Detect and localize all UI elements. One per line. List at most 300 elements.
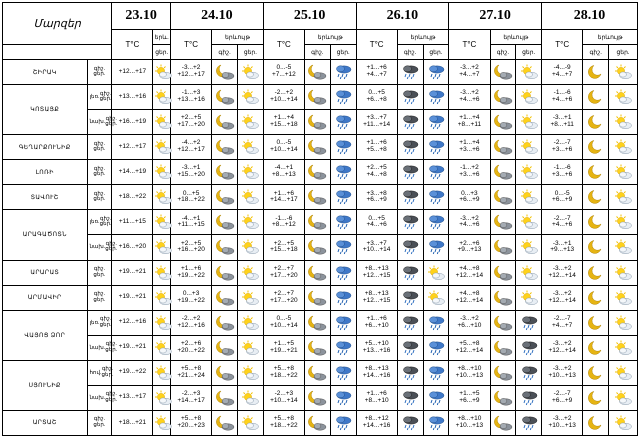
period-labels bbox=[87, 285, 112, 310]
region-row bbox=[3, 235, 638, 260]
rain-icon bbox=[423, 160, 449, 185]
temp-night: +8...+13 bbox=[364, 364, 389, 372]
temp-cell bbox=[449, 60, 490, 85]
temp-day: +13...+16 bbox=[362, 346, 391, 354]
period-night: գիշ. bbox=[105, 115, 117, 122]
temp-day: +12...+17 bbox=[177, 146, 205, 154]
sun-cloud-icon bbox=[237, 235, 263, 260]
rain-icon bbox=[423, 210, 449, 235]
rain-icon bbox=[330, 385, 356, 410]
rain-icon bbox=[330, 160, 356, 185]
temp-cell bbox=[171, 210, 212, 235]
temp-night: +3...+7 bbox=[366, 114, 387, 122]
sun-cloud-icon bbox=[516, 260, 542, 285]
temp-night: -4...-9 bbox=[553, 64, 571, 72]
temp-column-header: T°C bbox=[171, 30, 212, 60]
temp-night: -2...-7 bbox=[553, 390, 571, 398]
temp-day: +10...+14 bbox=[270, 96, 298, 104]
temp-night: +4...+8 bbox=[459, 289, 480, 297]
dark-rain-icon bbox=[397, 60, 423, 85]
temp-night: -3...+1 bbox=[552, 239, 572, 247]
temp-day: +11...+15 bbox=[118, 218, 146, 225]
sun-cloud-icon bbox=[609, 235, 638, 260]
temp-day: +10...+14 bbox=[270, 396, 298, 404]
temp-cell bbox=[112, 185, 153, 210]
moon-cloud-icon bbox=[490, 360, 516, 385]
temp-night: 0...+3 bbox=[182, 289, 200, 297]
region-row bbox=[3, 385, 638, 410]
temp-day: +3...+6 bbox=[459, 171, 480, 179]
rain-icon bbox=[330, 335, 356, 360]
sun-cloud-icon bbox=[609, 160, 638, 185]
temp-day: +4...+7 bbox=[552, 321, 573, 329]
sun-cloud-icon bbox=[237, 110, 263, 135]
rain-icon bbox=[423, 110, 449, 135]
date-header: 28.10 bbox=[542, 3, 638, 30]
sun-cloud-icon bbox=[153, 160, 171, 185]
temp-day: +10...+13 bbox=[455, 421, 484, 429]
sun-cloud-icon bbox=[153, 110, 171, 135]
temp-cell bbox=[171, 235, 212, 260]
rain-icon bbox=[330, 210, 356, 235]
date-header: 25.10 bbox=[263, 3, 356, 30]
period-day: ցեր. bbox=[105, 121, 118, 128]
temp-day: +12...+16 bbox=[118, 318, 147, 326]
sun-cloud-icon bbox=[237, 85, 263, 110]
temp-night: 0...-5 bbox=[276, 314, 292, 322]
sun-cloud-icon bbox=[609, 60, 638, 85]
period-labels bbox=[87, 310, 112, 335]
moon-cloud-icon bbox=[212, 60, 238, 85]
temp-cell bbox=[171, 385, 212, 410]
temp-night: +1...+4 bbox=[459, 114, 480, 122]
period-day: ցեր. bbox=[93, 196, 106, 203]
temp-night: -1...-6 bbox=[553, 164, 571, 172]
temp-day: +8...+10 bbox=[364, 396, 389, 404]
temp-night: +5...+8 bbox=[180, 415, 202, 423]
temp-cell bbox=[263, 385, 304, 410]
moon-icon bbox=[583, 160, 609, 185]
temp-day: +4...+6 bbox=[552, 221, 573, 229]
temp-column-header: T°C bbox=[112, 30, 153, 60]
sub-area-label: նախ. bbox=[89, 244, 106, 251]
temp-night: +4...+8 bbox=[459, 264, 480, 272]
temp-night: +5...+8 bbox=[273, 364, 294, 372]
temp-day: +4...+7 bbox=[366, 71, 387, 79]
temp-cell bbox=[542, 160, 583, 185]
temp-day: +19...+22 bbox=[118, 368, 147, 376]
temp-night: +8...+13 bbox=[364, 264, 389, 272]
date-header: 24.10 bbox=[171, 3, 264, 30]
sub-area-block bbox=[88, 367, 112, 378]
period-day: ցեր. bbox=[99, 221, 112, 228]
phenomenon-column-header: երևույթ bbox=[397, 30, 449, 45]
period-day: ցեր. bbox=[93, 271, 106, 278]
rain-icon bbox=[330, 110, 356, 135]
moon-cloud-icon bbox=[490, 110, 516, 135]
temp-cell bbox=[449, 235, 490, 260]
sub-area-block bbox=[88, 317, 112, 328]
moon-cloud-icon bbox=[212, 235, 238, 260]
region-name: ԿՈՏԱՅՔ bbox=[3, 85, 88, 135]
temp-night: +3...+8 bbox=[366, 189, 387, 197]
moon-cloud-icon bbox=[304, 260, 330, 285]
temp-cell bbox=[171, 360, 212, 385]
temp-cell bbox=[263, 235, 304, 260]
temp-night: +8...+13 bbox=[364, 289, 389, 297]
sun-cloud-icon bbox=[153, 360, 171, 385]
dark-rain-icon bbox=[516, 310, 542, 335]
temp-column-header: T°C bbox=[449, 30, 490, 60]
period-night: գիշ. bbox=[93, 416, 106, 423]
moon-cloud-icon bbox=[490, 235, 516, 260]
moon-cloud-icon bbox=[212, 410, 238, 435]
dark-rain-icon bbox=[397, 160, 423, 185]
period-day: ցեր. bbox=[93, 421, 106, 428]
region-name: ԱՐԱՐԱՏ bbox=[3, 260, 88, 285]
temp-cell bbox=[449, 110, 490, 135]
moon-icon bbox=[583, 60, 609, 85]
temp-day: +11...+15 bbox=[177, 221, 205, 229]
period-stack bbox=[105, 117, 117, 128]
temp-night: +1...+5 bbox=[459, 390, 480, 398]
rain-icon bbox=[423, 410, 449, 435]
dark-rain-icon bbox=[516, 360, 542, 385]
temp-cell bbox=[171, 285, 212, 310]
moon-cloud-icon bbox=[490, 335, 516, 360]
rain-icon bbox=[330, 135, 356, 160]
temp-cell bbox=[356, 210, 397, 235]
sun-cloud-icon bbox=[609, 110, 638, 135]
region-name: ԳԵՂԱՐՔՈՒՆԻՔ bbox=[3, 135, 88, 160]
temp-night: -4...+2 bbox=[181, 139, 201, 147]
temp-cell bbox=[356, 335, 397, 360]
temp-night: +2...+7 bbox=[273, 264, 294, 272]
sun-cloud-icon bbox=[516, 235, 542, 260]
temp-day: +6...+9 bbox=[366, 196, 387, 204]
temp-day: +15...+18 bbox=[270, 246, 298, 254]
temp-night: -2...+2 bbox=[181, 314, 201, 322]
temp-day: +7...+12 bbox=[271, 71, 296, 79]
temp-night: +1...+6 bbox=[366, 139, 387, 147]
temp-day: +18...+22 bbox=[270, 421, 298, 429]
region-row bbox=[3, 210, 638, 235]
temp-night: -4...+1 bbox=[181, 214, 201, 222]
sun-cloud-icon bbox=[516, 60, 542, 85]
temp-day: +12...+14 bbox=[455, 296, 484, 304]
period-header-night: գիշ. bbox=[304, 45, 330, 60]
moon-cloud-icon bbox=[304, 335, 330, 360]
temp-day: +4...+6 bbox=[366, 221, 387, 229]
dark-rain-icon bbox=[397, 135, 423, 160]
temp-night: -1...-6 bbox=[275, 214, 293, 222]
sun-cloud-icon bbox=[237, 260, 263, 285]
temp-night: +2...+5 bbox=[273, 239, 294, 247]
moon-cloud-icon bbox=[212, 135, 238, 160]
temp-day: +16...+20 bbox=[118, 243, 147, 251]
temp-night: -4...+1 bbox=[274, 164, 294, 172]
temp-cell bbox=[112, 235, 153, 260]
period-header-night: գիշ. bbox=[397, 45, 423, 60]
period-day: ցեր. bbox=[99, 321, 112, 328]
period-stack bbox=[102, 367, 114, 378]
period-labels bbox=[87, 85, 112, 110]
sun-cloud-icon bbox=[237, 385, 263, 410]
period-night: գիշ. bbox=[105, 240, 117, 247]
temp-day: +6...+9 bbox=[459, 396, 480, 404]
temp-cell bbox=[263, 360, 304, 385]
moon-cloud-icon bbox=[490, 285, 516, 310]
sun-cloud-icon bbox=[516, 135, 542, 160]
temp-day: +4...+7 bbox=[552, 71, 573, 79]
temp-day: +16...+19 bbox=[118, 117, 147, 125]
moon-cloud-icon bbox=[212, 360, 238, 385]
region-name: ԱՐԱԳԱԾՈՏՆ bbox=[3, 210, 88, 260]
temp-cell bbox=[112, 335, 153, 360]
temp-cell bbox=[449, 285, 490, 310]
region-name: ՎԱՅՈՑ ՁՈՐ bbox=[3, 310, 88, 360]
period-night: գիշ. bbox=[99, 215, 112, 222]
temp-day: +14...+16 bbox=[362, 371, 391, 379]
temp-cell bbox=[171, 260, 212, 285]
temp-night: -3...+2 bbox=[552, 415, 572, 423]
temp-day: +12...+14 bbox=[455, 271, 484, 279]
sun-cloud-icon bbox=[609, 285, 638, 310]
temp-day: +10...+14 bbox=[270, 146, 298, 154]
temp-night: -2...-7 bbox=[553, 139, 571, 147]
sun-cloud-icon bbox=[516, 110, 542, 135]
date-header: 26.10 bbox=[356, 3, 449, 30]
period-stack bbox=[88, 167, 112, 178]
temp-cell bbox=[449, 260, 490, 285]
temp-cell bbox=[356, 285, 397, 310]
moon-cloud-icon bbox=[304, 235, 330, 260]
dark-rain-icon bbox=[397, 385, 423, 410]
temp-night: +8...+10 bbox=[457, 364, 482, 372]
period-night: գիշ. bbox=[105, 391, 117, 398]
temp-day: +13...+17 bbox=[118, 393, 147, 401]
temp-cell bbox=[171, 135, 212, 160]
temp-cell bbox=[449, 135, 490, 160]
temp-day: +14...+19 bbox=[118, 167, 147, 175]
temp-cell bbox=[542, 285, 583, 310]
temp-night: +8...+10 bbox=[457, 415, 482, 423]
temp-day: +10...+13 bbox=[548, 421, 576, 429]
temp-cell bbox=[263, 260, 304, 285]
temp-night: +1...+6 bbox=[366, 314, 387, 322]
rain-icon bbox=[423, 335, 449, 360]
period-labels bbox=[87, 185, 112, 210]
moon-cloud-icon bbox=[212, 210, 238, 235]
temp-day: +11...+14 bbox=[363, 121, 391, 129]
period-header-day: ցեր. bbox=[153, 45, 171, 60]
sun-cloud-icon bbox=[516, 210, 542, 235]
temp-cell bbox=[263, 185, 304, 210]
dark-rain-icon bbox=[516, 385, 542, 410]
sun-cloud-icon bbox=[237, 60, 263, 85]
temp-day: +18...+22 bbox=[177, 196, 205, 204]
period-night: գիշ. bbox=[99, 316, 112, 323]
temp-cell bbox=[356, 235, 397, 260]
sun-cloud-icon bbox=[153, 235, 171, 260]
sun-cloud-icon bbox=[609, 210, 638, 235]
moon-cloud-icon bbox=[304, 185, 330, 210]
temp-cell bbox=[356, 160, 397, 185]
sun-cloud-icon bbox=[237, 210, 263, 235]
temp-night: -3...+2 bbox=[552, 339, 572, 347]
sub-area-label: լեռ. bbox=[89, 94, 100, 101]
dark-rain-icon bbox=[397, 285, 423, 310]
temp-cell bbox=[449, 360, 490, 385]
region-name: ՏԱՎՈՒՇ bbox=[3, 185, 88, 210]
temp-night: 0...-5 bbox=[276, 64, 292, 72]
rain-icon bbox=[423, 60, 449, 85]
sub-area-block bbox=[88, 217, 112, 228]
temp-night: -3...+1 bbox=[552, 114, 572, 122]
temp-cell bbox=[171, 160, 212, 185]
sub-area-label: հով. bbox=[89, 369, 102, 376]
region-row bbox=[3, 85, 638, 110]
temp-day: +13...+16 bbox=[177, 96, 205, 104]
temp-night: -2...+3 bbox=[274, 390, 294, 398]
temp-night: 0...+5 bbox=[182, 189, 200, 197]
moon-cloud-icon bbox=[212, 335, 238, 360]
temp-cell bbox=[449, 85, 490, 110]
sun-cloud-icon bbox=[237, 335, 263, 360]
temp-night: +2...+6 bbox=[180, 339, 202, 347]
period-day: ցեր. bbox=[101, 371, 114, 378]
period-header-day: ցեր. bbox=[330, 45, 356, 60]
period-labels bbox=[87, 410, 112, 435]
region-row bbox=[3, 160, 638, 185]
temp-column-header: T°C bbox=[356, 30, 397, 60]
temp-day: +6...+10 bbox=[457, 321, 482, 329]
temp-cell bbox=[171, 335, 212, 360]
sub-area-label: լեռ. bbox=[89, 219, 100, 226]
temp-day: +6...+9 bbox=[552, 196, 573, 204]
temp-day: +8...+11 bbox=[457, 121, 482, 129]
temp-cell bbox=[112, 310, 153, 335]
sun-cloud-icon bbox=[516, 160, 542, 185]
temp-night: +5...+8 bbox=[273, 415, 294, 423]
sub-area-label: նախ. bbox=[89, 119, 106, 126]
sun-cloud-icon bbox=[609, 410, 638, 435]
period-stack bbox=[100, 317, 112, 328]
temp-night: +1...+4 bbox=[459, 139, 480, 147]
period-header-night: գիշ. bbox=[490, 45, 516, 60]
period-day: ցեր. bbox=[93, 71, 106, 78]
header-dates-row bbox=[3, 3, 638, 30]
moon-cloud-icon bbox=[304, 285, 330, 310]
sun-cloud-icon bbox=[153, 60, 171, 85]
moon-cloud-icon bbox=[490, 385, 516, 410]
moon-cloud-icon bbox=[490, 135, 516, 160]
moon-icon bbox=[583, 285, 609, 310]
moon-cloud-icon bbox=[304, 210, 330, 235]
temp-night: 0...+5 bbox=[368, 214, 385, 222]
temp-cell bbox=[171, 60, 212, 85]
temp-cell bbox=[112, 160, 153, 185]
region-row bbox=[3, 135, 638, 160]
temp-cell bbox=[171, 110, 212, 135]
phenomenon-column-header: երևույթ bbox=[212, 30, 264, 45]
period-header-night: գիշ. bbox=[583, 45, 609, 60]
temp-cell bbox=[449, 160, 490, 185]
sun-cloud-icon bbox=[516, 185, 542, 210]
temp-day: +12...+14 bbox=[548, 346, 576, 354]
temp-day: +15...+20 bbox=[177, 171, 205, 179]
temp-day: +12...+16 bbox=[177, 321, 205, 329]
temp-cell bbox=[171, 85, 212, 110]
region-row bbox=[3, 310, 638, 335]
moon-cloud-icon bbox=[212, 285, 238, 310]
moon-cloud-icon bbox=[490, 85, 516, 110]
temp-cell bbox=[542, 210, 583, 235]
temp-cell bbox=[263, 285, 304, 310]
temp-cell bbox=[356, 185, 397, 210]
moon-cloud-icon bbox=[490, 260, 516, 285]
moon-cloud-icon bbox=[490, 60, 516, 85]
rain-icon bbox=[423, 85, 449, 110]
region-row bbox=[3, 110, 638, 135]
region-row bbox=[3, 60, 638, 85]
moon-cloud-icon bbox=[490, 310, 516, 335]
sun-cloud-icon bbox=[153, 260, 171, 285]
region-name: ԱՐՏԱՇ bbox=[3, 410, 88, 435]
temp-day: +12...+15 bbox=[362, 271, 391, 279]
region-row bbox=[3, 335, 638, 360]
temp-night: +2...+5 bbox=[180, 114, 202, 122]
period-header-day: ցեր. bbox=[237, 45, 263, 60]
temp-night: 0...-5 bbox=[554, 189, 570, 197]
rain-icon bbox=[423, 135, 449, 160]
temp-night: 0...+3 bbox=[461, 189, 478, 197]
rain-icon bbox=[330, 360, 356, 385]
period-labels bbox=[87, 360, 112, 385]
sun-cloud-icon bbox=[153, 210, 171, 235]
temp-day: +12...+14 bbox=[548, 296, 576, 304]
temp-cell bbox=[263, 85, 304, 110]
period-labels bbox=[87, 260, 112, 285]
period-night: գիշ. bbox=[101, 366, 114, 373]
sub-area-label: նախ. bbox=[89, 344, 106, 351]
sun-cloud-icon bbox=[237, 285, 263, 310]
temp-day: +12...+14 bbox=[455, 346, 484, 354]
moon-cloud-icon bbox=[212, 160, 238, 185]
period-stack bbox=[105, 342, 117, 353]
temp-night: +8...+12 bbox=[364, 415, 389, 423]
temp-day: +4...+6 bbox=[459, 221, 480, 229]
sun-cloud-icon bbox=[609, 385, 638, 410]
temp-cell bbox=[263, 335, 304, 360]
period-stack bbox=[105, 392, 117, 403]
temp-night: +5...+8 bbox=[180, 364, 202, 372]
temp-night: -3...+1 bbox=[181, 164, 201, 172]
temp-night: +2...+6 bbox=[459, 239, 480, 247]
temp-night: -3...+2 bbox=[460, 214, 479, 222]
temp-column-header: T°C bbox=[542, 30, 583, 60]
temp-cell bbox=[356, 385, 397, 410]
period-night: գիշ. bbox=[93, 190, 106, 197]
temp-cell bbox=[542, 310, 583, 335]
sun-cloud-icon bbox=[153, 385, 171, 410]
temp-cell bbox=[112, 60, 153, 85]
temp-day: +4...+6 bbox=[552, 96, 573, 104]
sun-cloud-icon bbox=[423, 285, 449, 310]
temp-cell bbox=[542, 85, 583, 110]
region-name: ԱՐՄԱՎԻՐ bbox=[3, 285, 88, 310]
rain-icon bbox=[330, 285, 356, 310]
